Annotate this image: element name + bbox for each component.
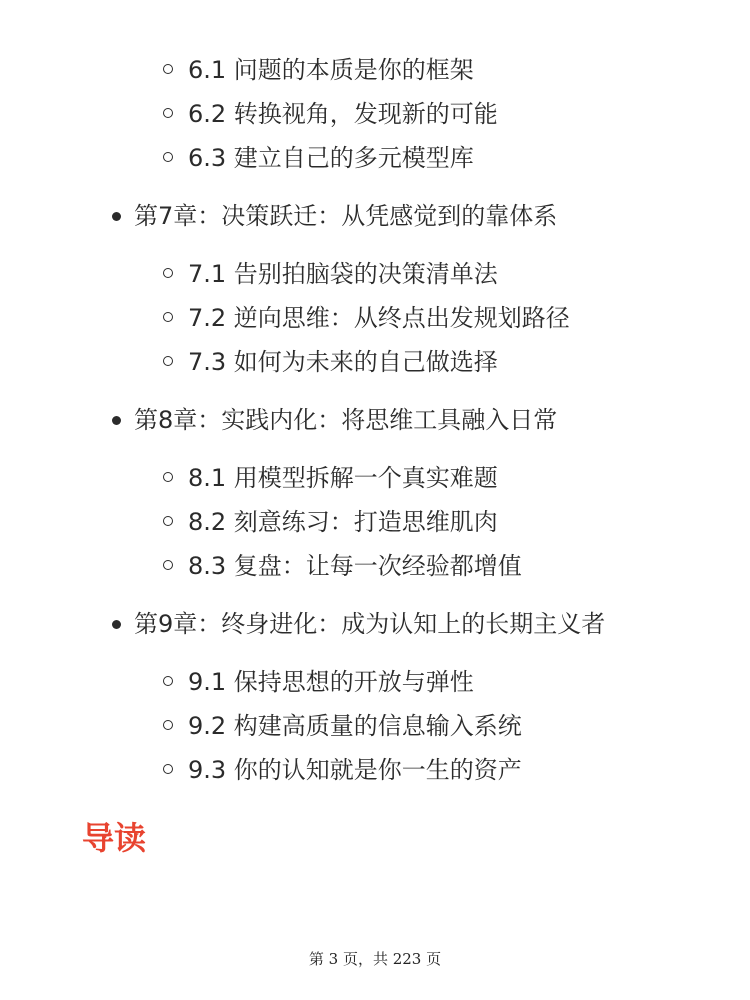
toc-item <box>0 544 750 588</box>
toc-chapter-label: 第8章：实践内化：将思维工具融入日常 <box>134 406 558 434</box>
toc-item <box>0 296 750 340</box>
toc-chapter <box>0 398 750 442</box>
toc-item-label: 9.2 构建高质量的信息输入系统 <box>188 712 522 740</box>
toc-item-label: 8.3 复盘：让每一次经验都增值 <box>188 552 522 580</box>
toc-item <box>0 136 750 180</box>
toc-item <box>0 48 750 92</box>
hollow-circle-bullet-icon <box>163 676 173 686</box>
toc-item <box>0 704 750 748</box>
toc-item-label: 9.1 保持思想的开放与弹性 <box>188 668 474 696</box>
toc-item <box>0 660 750 704</box>
toc-item-label: 8.1 用模型拆解一个真实难题 <box>188 464 498 492</box>
hollow-circle-bullet-icon <box>163 64 173 74</box>
hollow-circle-bullet-icon <box>163 268 173 278</box>
toc-item <box>0 92 750 136</box>
hollow-circle-bullet-icon <box>163 108 173 118</box>
toc-item-label: 9.3 你的认知就是你一生的资产 <box>188 756 522 784</box>
toc-item <box>0 748 750 792</box>
toc-item <box>0 252 750 296</box>
toc-item-label: 7.3 如何为未来的自己做选择 <box>188 348 498 376</box>
toc-item-label: 8.2 刻意练习：打造思维肌肉 <box>188 508 498 536</box>
solid-dot-bullet-icon <box>112 416 121 425</box>
hollow-circle-bullet-icon <box>163 152 173 162</box>
toc-item <box>0 456 750 500</box>
toc-chapter <box>0 602 750 646</box>
toc-item-label: 7.2 逆向思维：从终点出发规划路径 <box>188 304 570 332</box>
hollow-circle-bullet-icon <box>163 472 173 482</box>
solid-dot-bullet-icon <box>112 620 121 629</box>
hollow-circle-bullet-icon <box>163 560 173 570</box>
toc-chapter-label: 第7章：决策跃迁：从凭感觉到的靠体系 <box>134 202 558 230</box>
section-heading: 导读 <box>82 819 147 857</box>
toc-item <box>0 340 750 384</box>
hollow-circle-bullet-icon <box>163 720 173 730</box>
toc-item <box>0 500 750 544</box>
table-of-contents <box>0 48 750 792</box>
solid-dot-bullet-icon <box>112 212 121 221</box>
toc-item-label: 6.2 转换视角，发现新的可能 <box>188 100 498 128</box>
toc-item-label: 6.3 建立自己的多元模型库 <box>188 144 474 172</box>
toc-item-label: 6.1 问题的本质是你的框架 <box>188 56 474 84</box>
page-number-footer: 第 3 页，共 223 页 <box>308 950 442 968</box>
hollow-circle-bullet-icon <box>163 516 173 526</box>
toc-chapter-label: 第9章：终身进化：成为认知上的长期主义者 <box>134 610 606 638</box>
hollow-circle-bullet-icon <box>163 764 173 774</box>
hollow-circle-bullet-icon <box>163 356 173 366</box>
toc-chapter <box>0 194 750 238</box>
toc-item-label: 7.1 告别拍脑袋的决策清单法 <box>188 260 498 288</box>
hollow-circle-bullet-icon <box>163 312 173 322</box>
